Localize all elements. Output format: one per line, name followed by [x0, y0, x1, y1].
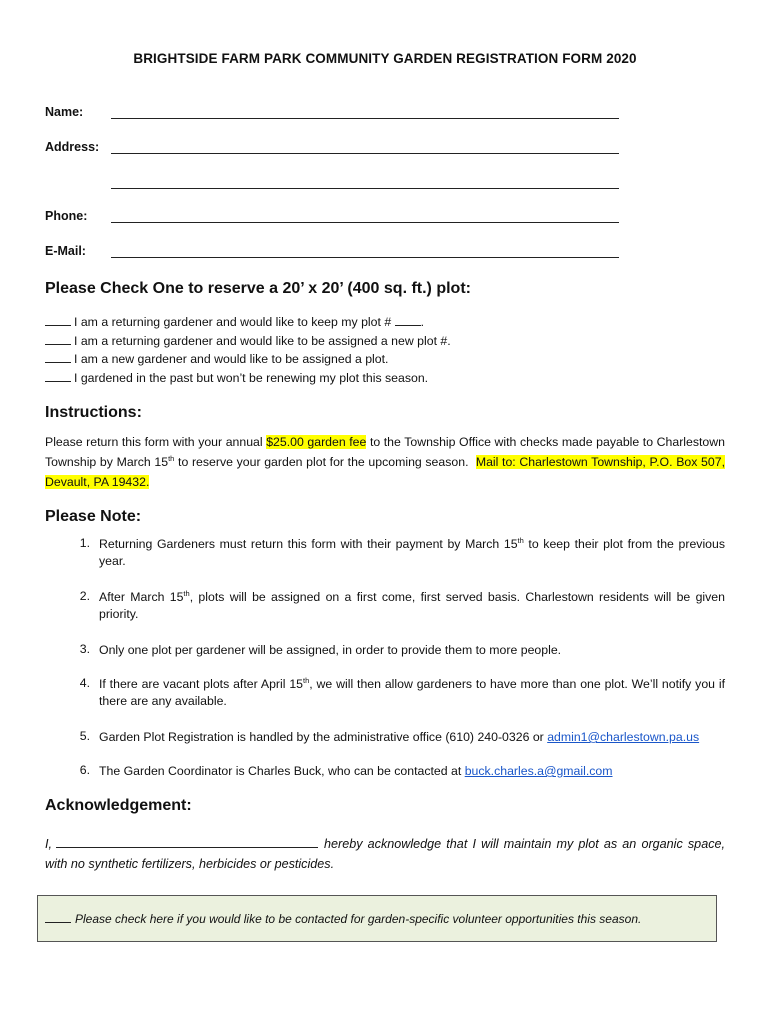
ack-prefix: I, — [45, 837, 52, 851]
note-number: 6. — [79, 763, 90, 777]
email-line[interactable] — [111, 245, 619, 258]
ack-name-blank[interactable] — [56, 835, 318, 848]
note-item — [45, 642, 725, 659]
address-line-2[interactable] — [111, 176, 619, 189]
note-text: The Garden Coordinator is Charles Buck, who can be contacted at buck.charles.a@gmail.com — [99, 764, 613, 778]
notes-heading: Please Note: — [45, 508, 142, 525]
volunteer-checkbox-blank[interactable] — [45, 911, 71, 923]
note-item — [45, 589, 725, 623]
plot-option-keep: I am a returning gardener and would like to keep my plot # . — [45, 313, 451, 332]
email-label: E-Mail: — [45, 244, 86, 258]
instructions-text-before: Please return this form with your annual — [45, 435, 263, 449]
plot-heading: Please Check One to reserve a 20’ x 20’ (400 sq. ft.) plot: — [45, 280, 471, 297]
checkbox-blank[interactable] — [45, 314, 71, 326]
admin-email-link[interactable]: admin1@charlestown.pa.us — [547, 730, 700, 744]
note-text: After March 15th, plots will be assigned on a first come, first served basis. Charlestown residents will be given priority. — [99, 588, 725, 621]
address-label: Address: — [45, 140, 100, 154]
note-item — [45, 729, 725, 746]
note-item — [45, 763, 725, 780]
option-label: I gardened in the past but won’t be renewing my plot this season. — [74, 370, 429, 385]
note-text: Garden Plot Registration is handled by the administrative office (610) 240-0326 or admin1@charlestown.pa.us — [99, 730, 700, 744]
volunteer-text: Please check here if you would like to be contacted for garden-specific volunteer opportunities this season. — [75, 912, 642, 926]
volunteer-box — [37, 895, 717, 942]
option-label: I am a returning gardener and would like to be assigned a new plot #. — [74, 333, 451, 348]
name-line[interactable] — [111, 106, 619, 119]
checkbox-blank[interactable] — [45, 370, 71, 382]
plot-options — [45, 313, 451, 387]
checkbox-blank[interactable] — [45, 333, 71, 345]
note-text: Only one plot per gardener will be assigned, in order to provide them to more people. — [99, 643, 562, 657]
address-line-1[interactable] — [111, 141, 619, 154]
note-item — [45, 676, 725, 710]
acknowledgement-text — [45, 834, 725, 874]
mail-address-highlight: Mail to: Charlestown Township, P.O. Box 507, Devault, PA 19432. — [45, 455, 725, 489]
plot-option-new-assign — [45, 332, 451, 351]
phone-label: Phone: — [45, 209, 88, 223]
instructions-text — [45, 432, 725, 492]
checkbox-blank[interactable] — [45, 351, 71, 363]
note-text: If there are vacant plots after April 15th, we will then allow gardeners to have more than one plot. We’ll notify you if there are any available. — [99, 675, 726, 708]
name-label: Name: — [45, 105, 84, 119]
plot-option-not-renewing — [45, 369, 451, 388]
instructions-heading: Instructions: — [45, 404, 142, 421]
option-label: I am a new gardener and would like to be assigned a plot. — [74, 352, 389, 366]
phone-line[interactable] — [111, 210, 619, 223]
option-label: I am a returning gardener and would like to keep my plot # — [74, 315, 392, 329]
note-number: 1. — [79, 536, 90, 550]
plot-option-new-gardener — [45, 350, 451, 369]
acknowledgement-heading: Acknowledgement: — [45, 797, 192, 814]
note-item — [45, 536, 725, 570]
ack-statement: hereby acknowledge that I will maintain my plot as an organic space, with no synthetic fertilizers, herbicides or pesticides. — [45, 837, 725, 871]
note-number: 5. — [79, 729, 90, 743]
form-title: BRIGHTSIDE FARM PARK COMMUNITY GARDEN REGISTRATION FORM 2020 — [133, 51, 637, 66]
note-number: 2. — [79, 589, 90, 603]
instructions-text-after: to reserve your garden plot for the upcoming season. — [178, 455, 469, 469]
fee-highlight: $25.00 garden fee — [266, 435, 367, 449]
note-number: 3. — [79, 642, 90, 656]
superscript: th — [168, 453, 175, 463]
instructions-text-middle: to the Township Office with checks made payable to Charlestown Township by March 15 — [45, 435, 725, 469]
note-number: 4. — [79, 676, 90, 690]
coordinator-email-link[interactable]: buck.charles.a@gmail.com — [464, 764, 613, 778]
plot-number-blank[interactable] — [395, 314, 421, 326]
note-text: Returning Gardeners must return this form with their payment by March 15th to keep their plot from the previous year. — [99, 535, 725, 568]
